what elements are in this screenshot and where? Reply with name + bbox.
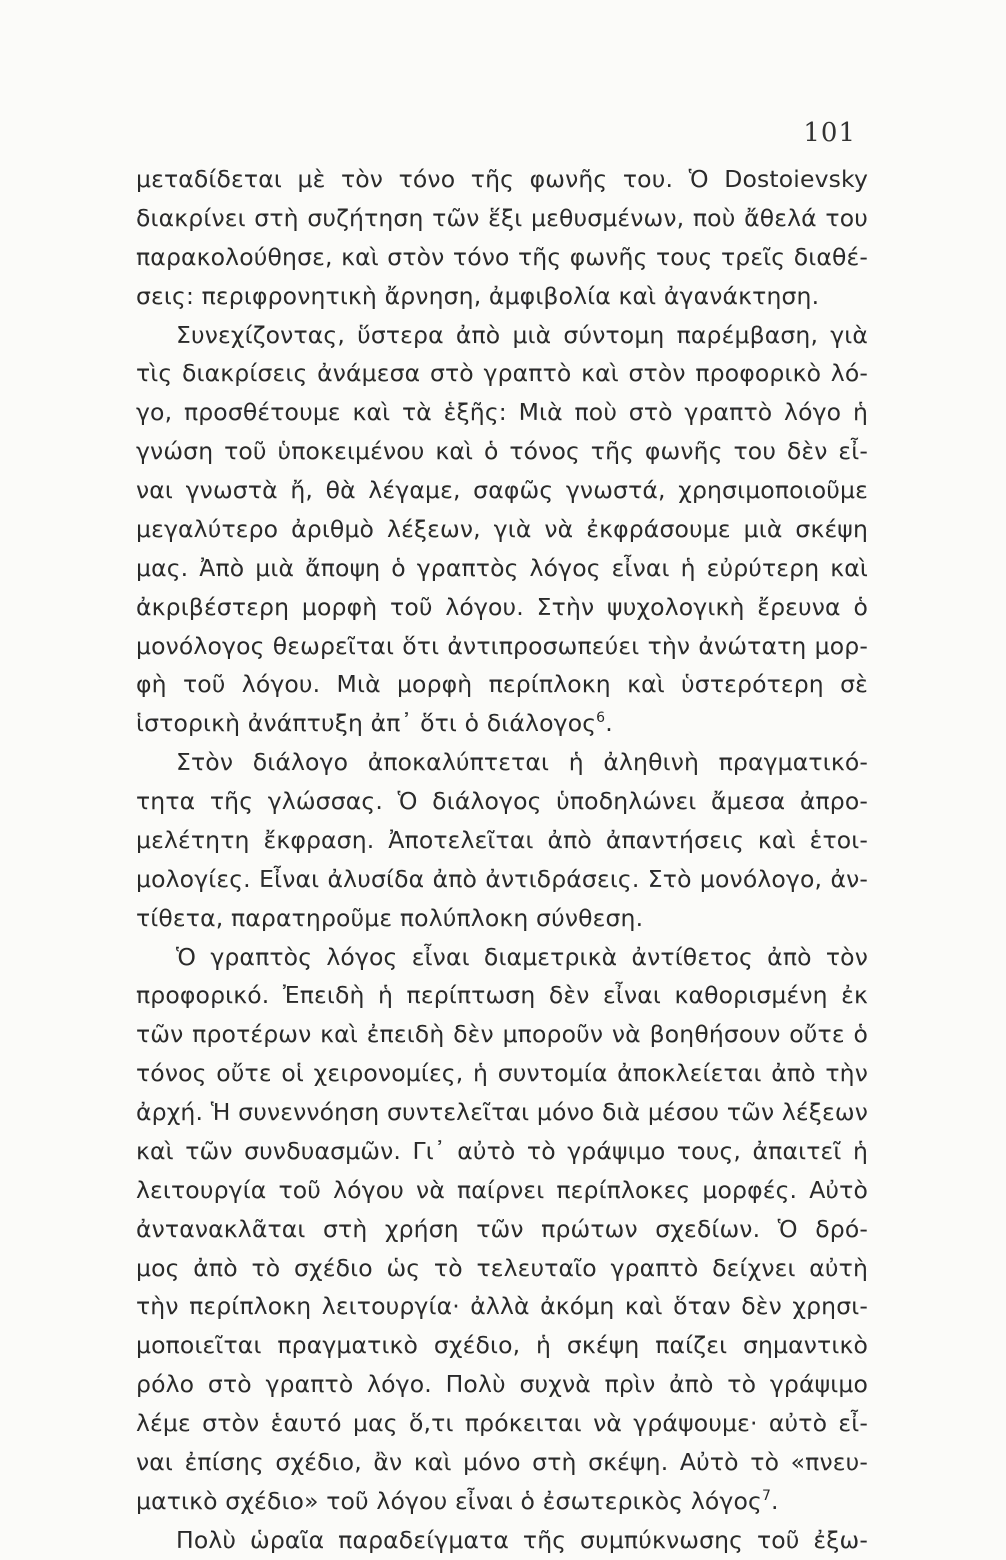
text-line	[136, 1404, 868, 1443]
line-text: φὴ τοῦ λόγου. Μιὰ μορφὴ περίπλοκη καὶ ὑστερότερη σὲ	[136, 670, 868, 699]
text-line	[136, 354, 868, 393]
footnote-marker: 6	[596, 710, 606, 727]
text-line	[136, 510, 868, 549]
line-text: λειτουργία τοῦ λόγου νὰ παίρνει περίπλοκες μορφές. Αὐτὸ	[136, 1175, 868, 1204]
line-text: ἀρχή. Ἡ συνεννόηση συντελεῖται μόνο διὰ μέσου τῶν λέξεων	[136, 1098, 868, 1126]
text-line	[136, 1054, 868, 1093]
text-line	[136, 199, 868, 238]
text-line	[136, 627, 868, 666]
line-text: μοποιεῖται πραγματικὸ σχέδιο, ἡ σκέψη παίζει σημαντικὸ	[136, 1331, 868, 1360]
line-text: τίθετα, παρατηροῦμε πολύπλοκη σύνθεση.	[136, 903, 644, 932]
text-line	[136, 393, 868, 432]
line-text: μολογίες. Εἶναι ἀλυσίδα ἀπὸ ἀντιδράσεις. Στὸ μονόλογο, ἀν-	[136, 864, 868, 893]
line-text: καὶ τῶν συνδυασμῶν. Γι᾿ αὐτὸ τὸ γράψιμο τους, ἀπαιτεῖ ἡ	[136, 1136, 868, 1165]
line-text: παρακολούθησε, καὶ στὸν τόνο τῆς φωνῆς τους τρεῖς διαθέ-	[136, 242, 868, 271]
footnote-marker: 7	[761, 1487, 771, 1504]
body-text	[136, 160, 868, 1560]
line-text: ναι ἐπίσης σχέδιο, ἂν καὶ μόνο στὴ σκέψη. Αὐτὸ τὸ «πνευ-	[136, 1447, 868, 1476]
text-line	[136, 316, 868, 355]
line-text: ἀντανακλᾶται στὴ χρήση τῶν πρώτων σχεδίων. Ὁ δρό-	[136, 1214, 868, 1243]
text-line	[136, 238, 868, 277]
text-line	[136, 549, 868, 588]
line-text: προφορικό. Ἐπειδὴ ἡ περίπτωση δὲν εἶναι καθορισμένη ἐκ	[136, 981, 868, 1010]
line-text: γνώση τοῦ ὑποκειμένου καὶ ὁ τόνος τῆς φωνῆς του δὲν εἶ-	[136, 437, 868, 466]
text-line	[136, 1210, 868, 1249]
text-line	[136, 588, 868, 627]
line-text: γο, προσθέτουμε καὶ τὰ ἑξῆς: Μιὰ ποὺ στὸ γραπτὸ λόγο ἡ	[136, 398, 868, 427]
line-text: σεις: περιφρονητικὴ ἄρνηση, ἀμφιβολία καὶ ἀγανάκτηση.	[136, 281, 820, 310]
line-text: τητα τῆς γλώσσας. Ὁ διάλογος ὑποδηλώνει ἄμεσα ἀπρο-	[136, 787, 868, 815]
text-line	[136, 1482, 868, 1521]
text-line	[136, 277, 868, 316]
line-text: μεγαλύτερο ἀριθμὸ λέξεων, γιὰ νὰ ἐκφράσουμε μιὰ σκέψη	[136, 514, 868, 543]
text-line	[136, 1326, 868, 1365]
text-line	[136, 860, 868, 899]
line-text: μος ἀπὸ τὸ σχέδιο ὡς τὸ τελευταῖο γραπτὸ δείχνει αὐτὴ	[136, 1253, 868, 1282]
line-text: μας. Ἀπὸ μιὰ ἄποψη ὁ γραπτὸς λόγος εἶναι ἡ εὐρύτερη καὶ	[136, 553, 868, 582]
text-line	[136, 1443, 868, 1482]
line-text: ἀκριβέστερη μορφὴ τοῦ λόγου. Στὴν ψυχολογικὴ ἔρευνα ὁ	[136, 592, 868, 621]
text-line	[136, 1132, 868, 1171]
text-line	[136, 665, 868, 704]
paragraph	[136, 160, 868, 316]
text-line	[136, 471, 868, 510]
end-punctuation: .	[605, 709, 613, 738]
text-line	[136, 160, 868, 199]
line-text: Συνεχίζοντας, ὕστερα ἀπὸ μιὰ σύντομη παρέμβαση, γιὰ	[176, 320, 868, 349]
line-text: λέμε στὸν ἑαυτό μας ὅ,τι πρόκειται νὰ γράψουμε· αὐτὸ εἶ-	[136, 1409, 868, 1437]
line-text: τὴν περίπλοκη λειτουργία· ἀλλὰ ἀκόμη καὶ ὅταν δὲν χρησι-	[136, 1292, 868, 1321]
text-line	[136, 743, 868, 782]
paragraph	[136, 316, 868, 744]
text-line	[136, 1249, 868, 1288]
text-line	[136, 1287, 868, 1326]
text-line	[136, 821, 868, 860]
text-line	[136, 432, 868, 471]
end-punctuation: .	[771, 1486, 779, 1515]
text-line	[136, 782, 868, 821]
text-line	[136, 1015, 868, 1054]
text-line	[136, 976, 868, 1015]
line-text: ναι γνωστὰ ἤ, θὰ λέγαμε, σαφῶς γνωστά, χρησιμοποιοῦμε	[136, 476, 868, 504]
line-text: μελέτητη ἔκφραση. Ἀποτελεῖται ἀπὸ ἀπαντήσεις καὶ ἑτοι-	[136, 825, 868, 854]
paragraph	[136, 1521, 868, 1560]
text-line	[136, 1171, 868, 1210]
line-text: ρόλο στὸ γραπτὸ λόγο. Πολὺ συχνὰ πρὶν ἀπὸ τὸ γράψιμο	[136, 1370, 868, 1399]
line-text: μονόλογος θεωρεῖται ὅτι ἀντιπροσωπεύει τὴν ἀνώτατη μορ-	[136, 631, 868, 660]
text-line	[136, 1521, 868, 1560]
text-line	[136, 1093, 868, 1132]
paragraph	[136, 938, 868, 1521]
line-text: Στὸν διάλογο ἀποκαλύπτεται ἡ ἀληθινὴ πραγματικό-	[176, 748, 868, 777]
line-text: τόνος οὔτε οἱ χειρονομίες, ἡ συντομία ἀποκλείεται ἀπὸ τὴν	[136, 1059, 868, 1088]
line-text: Ὁ γραπτὸς λόγος εἶναι διαμετρικὰ ἀντίθετος ἀπὸ τὸν	[176, 942, 868, 971]
line-text: Πολὺ ὡραῖα παραδείγματα τῆς συμπύκνωσης τοῦ ἐξω-	[176, 1525, 868, 1554]
text-line	[136, 704, 868, 743]
text-line	[136, 1365, 868, 1404]
page-number: 101	[803, 118, 856, 148]
line-text: ματικὸ σχέδιο» τοῦ λόγου εἶναι ὁ ἐσωτερικὸς λόγος	[136, 1486, 762, 1515]
line-text: διακρίνει στὴ συζήτηση τῶν ἕξι μεθυσμένων, ποὺ ἄθελά του	[136, 203, 868, 232]
text-line	[136, 899, 868, 938]
line-text: μεταδίδεται μὲ τὸν τόνο τῆς φωνῆς του. Ὁ Dostoievsky	[136, 165, 868, 193]
line-text: τὶς διακρίσεις ἀνάμεσα στὸ γραπτὸ καὶ στὸν προφορικὸ λό-	[136, 359, 868, 388]
line-text: ἱστορικὴ ἀνάπτυξη ἀπ᾿ ὅτι ὁ διάλογος	[136, 709, 597, 738]
text-line	[136, 938, 868, 977]
line-text: τῶν προτέρων καὶ ἐπειδὴ δὲν μποροῦν νὰ βοηθήσουν οὔτε ὁ	[136, 1020, 868, 1049]
paragraph	[136, 743, 868, 937]
